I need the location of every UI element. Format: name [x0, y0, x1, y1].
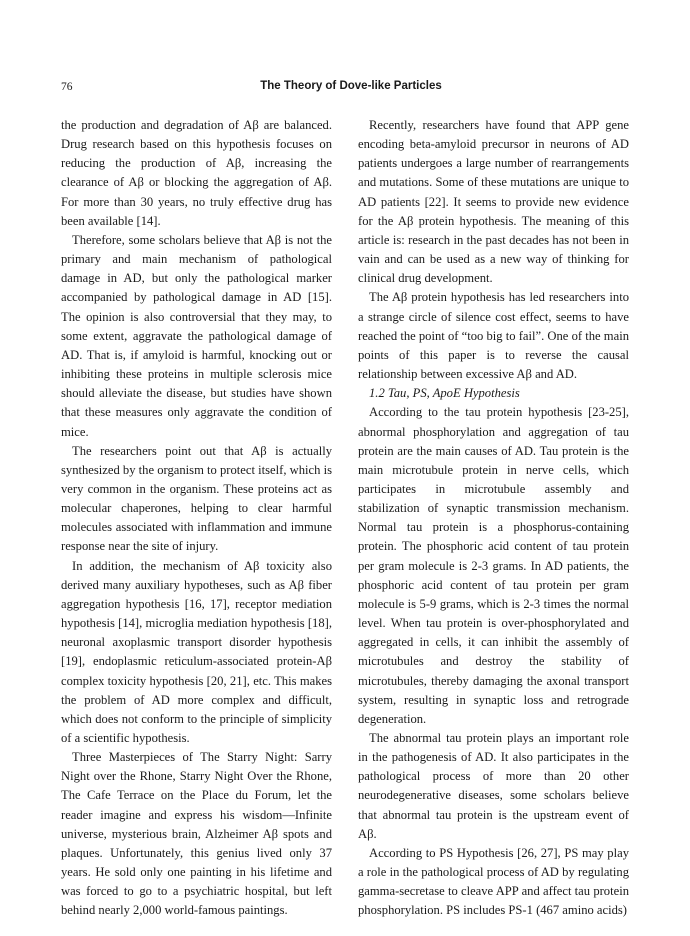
- running-title: The Theory of Dove-like Particles: [260, 80, 442, 92]
- paragraph: According to the tau protein hypothesis [23-25], abnormal phosphorylation and aggregation of tau protein are the main causes of AD. Tau protein is the main microtubule protein in nerve cells, which participates in microtubule assembly and stabilization of synaptic transmission mechanism. Normal tau protein is a phosphorus-containing protein. The phosphoric acid content of tau protein per gram molecule is 2-3 grams. In AD patients, the phosphoric acid content of tau protein per gram molecule is 5-9 grams, which is 2-3 times the normal level. When tau protein is over-phosphorylated and aggregated in cells, it can inhibit the assembly of microtubules and destroy the stability of microtubules, thereby damaging the axonal transport system, resulting in synaptic loss and retrograde degeneration.: [358, 405, 629, 726]
- paragraph: The abnormal tau protein plays an important role in the pathogenesis of AD. It also participates in the pathological process of more than 20 other neurodegenerative diseases, some scholars believe that abnormal tau protein is the upstream event of Aβ.: [358, 731, 629, 841]
- paragraph: The researchers point out that Aβ is actually synthesized by the organism to protect itself, which is very common in the organism. These proteins act as molecular chaperones, helping to clear harmful molecules associated with inflammation and immune response near the site of injury.: [61, 443, 332, 554]
- paragraph: Recently, researchers have found that APP gene encoding beta-amyloid precursor in neurons of AD patients undergoes a large number of rearrangements and mutations. Some of these mutations are unique to AD patients [22]. It seems to provide new evidence for the Aβ protein hypothesis. The meaning of this article is: research in the past decades has not been in vain and can be used as a new way of thinking for clinical drug development.: [358, 118, 629, 286]
- right-column: [358, 116, 629, 921]
- paragraph: In addition, the mechanism of Aβ toxicity also derived many auxiliary hypotheses, such as Aβ fiber aggregation hypothesis [16, 17], receptor mediation hypothesis [14], microglia mediation hypothesis [18], neuronal axoplasmic transport disorder hypothesis [19], endoplasmic reticulum-associated protein-Aβ complex toxicity hypothesis [20, 21], etc. This makes the problem of AD more complex and difficult, which does not conform to the principle of simplicity of a scientific hypothesis.: [61, 558, 332, 745]
- left-column: [61, 116, 332, 921]
- paragraph: the production and degradation of Aβ are balanced. Drug research based on this hypothesis focuses on reducing the production of Aβ, increasing the clearance of Aβ or blocking the aggregation of Aβ. For more than 30 years, no truly effective drug has been available [14].: [61, 118, 332, 228]
- paragraph: The Aβ protein hypothesis has led researchers into a strange circle of silence cost effect, seems to have reached the point of “too big to fail”. One of the main points of this paper is to reverse the causal relationship between excessive Aβ and AD.: [358, 290, 629, 382]
- page-number: 76: [61, 81, 73, 93]
- paragraph: Three Masterpieces of The Starry Night: Sarry Night over the Rhone, Starry Night Over the Rhone, The Cafe Terrace on the Place du Forum, let the reader imagine and express his wisdom—Infinite universe, mysterious brain, Alzheimer Aβ spots and plaques. Unfortunately, this genius lived only 37 years. He sold only one painting in his lifetime and was forced to go to a psychiatric hospital, but left behind nearly 2,000 world-famous paintings.: [61, 750, 332, 918]
- paragraph: Therefore, some scholars believe that Aβ is not the primary and main mechanism of pathological damage in AD, but only the pathological marker accompanied by pathological damage in AD [15]. The opinion is also controversial that they may, to some extent, aggravate the pathological damage of AD. That is, if amyloid is harmful, knocking out or inhibiting these proteins in multiple sclerosis mice should alleviate the disease, but studies have shown that these measures only aggravate the condition of mice.: [61, 232, 332, 439]
- paragraph: According to PS Hypothesis [26, 27], PS may play a role in the pathological process of AD by regulating gamma-secretase to cleave APP and affect tau protein phosphorylation. PS includes PS-1 (467 amino acids): [358, 845, 629, 918]
- section-heading: 1.2 Tau, PS, ApoE Hypothesis: [369, 386, 520, 401]
